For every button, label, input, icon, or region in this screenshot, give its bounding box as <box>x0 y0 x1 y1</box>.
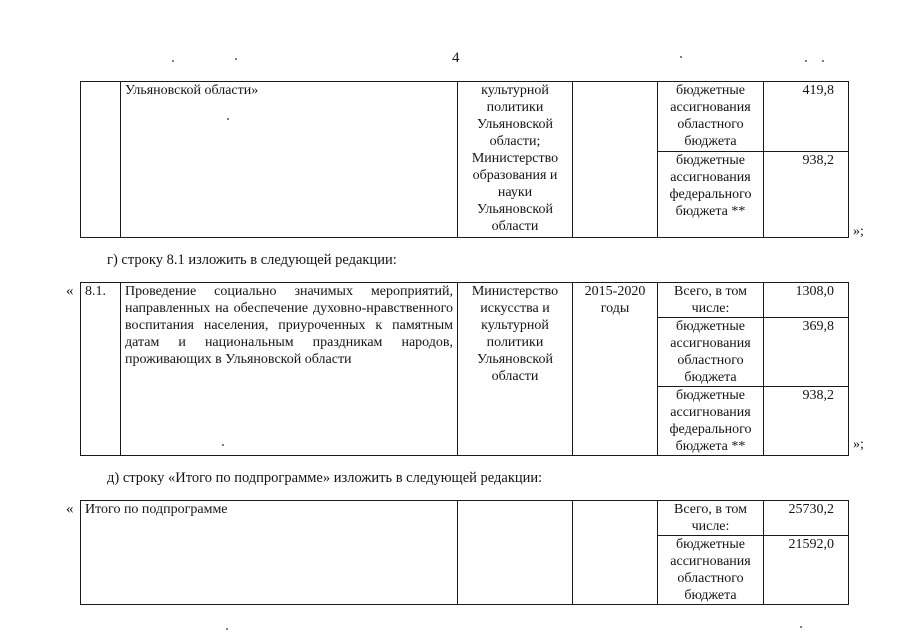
paragraph-g: г) строку 8.1 изложить в следующей редакции: <box>107 252 397 268</box>
table-row-8-1 <box>80 282 849 456</box>
table-total <box>80 500 849 605</box>
cell-amount: 938,2 <box>764 152 849 238</box>
page-number: 4 <box>452 50 460 66</box>
scan-speck <box>222 444 224 446</box>
paragraph-d: д) строку «Итого по подпрограмме» изложить в следующей редакции: <box>107 470 543 486</box>
table-continuation <box>80 81 849 238</box>
cell-period <box>573 82 658 238</box>
closing-quote: »; <box>853 437 864 452</box>
scan-speck <box>235 58 237 60</box>
cell-funding-source: бюджетные ассигнования областного бюджета <box>658 82 764 152</box>
cell-funding-source: бюджетные ассигнования федерального бюджета ** <box>658 387 764 456</box>
cell-name: Итого по подпрограмме <box>81 501 458 605</box>
scan-speck <box>822 60 824 62</box>
cell-period: 2015-2020 годы <box>573 283 658 456</box>
cell-funding-source: Всего, в том числе: <box>658 501 764 536</box>
cell-number <box>81 82 121 238</box>
opening-quote: « <box>66 501 74 517</box>
cell-executor: Министерство искусства и культурной политики Ульяновской области <box>458 283 573 456</box>
scan-speck <box>172 60 174 62</box>
scan-speck <box>680 56 682 58</box>
scan-speck <box>805 60 807 62</box>
cell-amount: 25730,2 <box>764 501 849 536</box>
cell-amount: 369,8 <box>764 318 849 387</box>
cell-amount: 419,8 <box>764 82 849 152</box>
cell-funding-source: бюджетные ассигнования областного бюджета <box>658 318 764 387</box>
cell-executor: культурной политики Ульяновской области; Министерство образования и науки Ульяновской области <box>458 82 573 238</box>
closing-quote: »; <box>853 224 864 239</box>
cell-amount: 21592,0 <box>764 536 849 605</box>
cell-funding-source: Всего, в том числе: <box>658 283 764 318</box>
cell-amount: 938,2 <box>764 387 849 456</box>
cell-number: 8.1. <box>81 283 121 456</box>
cell-period <box>573 501 658 605</box>
opening-quote: « <box>66 283 74 299</box>
scan-speck <box>800 626 802 628</box>
cell-executor <box>458 501 573 605</box>
cell-amount: 1308,0 <box>764 283 849 318</box>
cell-name: Ульяновской области» <box>121 82 458 238</box>
cell-name: Проведение социально значимых мероприятий, направленных на обеспечение духовно-нравственного воспитания населения, приуроченных к памятным датам и национальным праздникам народов, проживающих в Ульяновской области <box>121 283 458 456</box>
scan-speck <box>227 118 229 120</box>
cell-funding-source: бюджетные ассигнования областного бюджета <box>658 536 764 605</box>
cell-funding-source: бюджетные ассигнования федерального бюджета ** <box>658 152 764 238</box>
scan-speck <box>226 628 228 630</box>
